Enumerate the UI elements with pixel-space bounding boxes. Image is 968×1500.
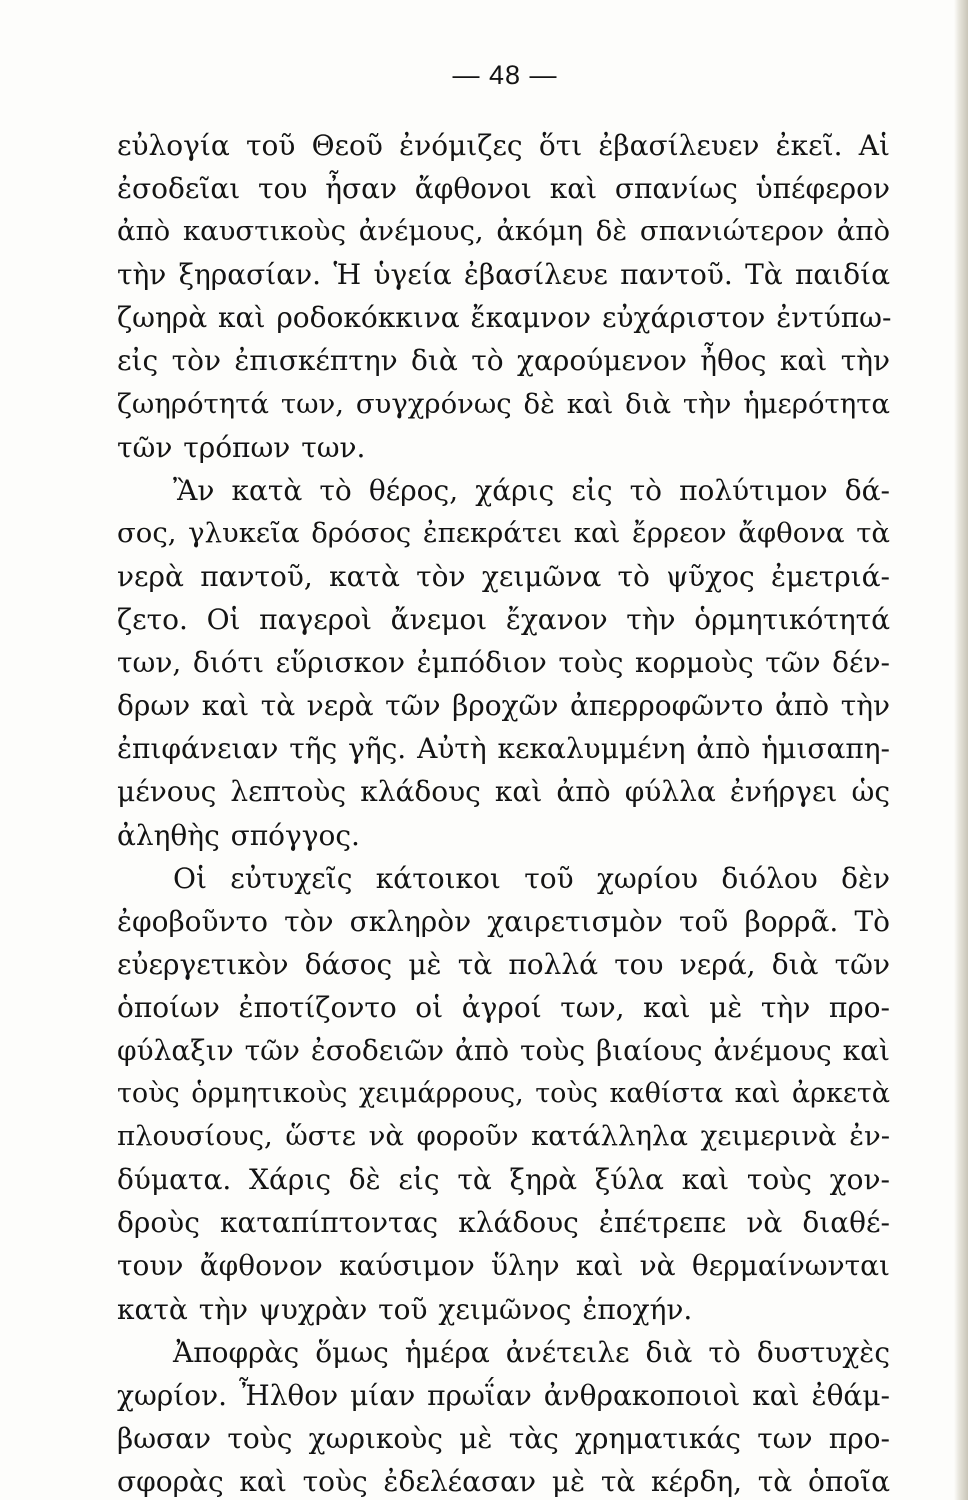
text-line: τουν ἄφθονον καύσιμον ὕλην καὶ νὰ θερμαίνωνται [117,1249,890,1283]
text-line: δροὺς καταπίπτοντας κλάδους ἐπέτρεπε νὰ διαθέ- [117,1206,890,1240]
text-line: σφορὰς καὶ τοὺς ἐδελέασαν μὲ τὰ κέρδη, τὰ ὁποῖα [117,1464,890,1498]
text-line: κατὰ τὴν ψυχρὰν τοῦ χειμῶνος ἐποχήν. [117,1292,693,1326]
body-text [117,124,890,1500]
text-line: δύματα. Χάρις δὲ εἰς τὰ ξηρὰ ξύλα καὶ τοὺς χον- [117,1163,890,1197]
text-line: ἐπιφάνειαν τῆς γῆς. Αὐτὴ κεκαλυμμένη ἀπὸ ἡμισαπη- [117,732,890,766]
text-line: ἐφοβοῦντο τὸν σκληρὸν χαιρετισμὸν τοῦ βορρᾶ. Τὸ [117,904,890,938]
text-line: εἰς τὸν ἐπισκέπτην διὰ τὸ χαρούμενον ἦθος καὶ τὴν [117,344,890,378]
page-number: — 48 — [452,60,558,90]
text-line: τῶν τρόπων των. [117,430,366,464]
page-edge-shadow [954,0,968,1500]
text-line: ἐσοδεῖαι του ἦσαν ἄφθονοι καὶ σπανίως ὑπέφερον [117,172,890,206]
text-line: εὐεργετικὸν δάσος μὲ τὰ πολλά του νερά, διὰ τῶν [117,947,890,981]
text-line: Ἂν κατὰ τὸ θέρος, χάρις εἰς τὸ πολύτιμον δά- [173,473,890,507]
text-line: ἀληθὴς σπόγγος. [117,818,360,852]
text-line: χωρίον. Ἦλθον μίαν πρωΐαν ἀνθρακοποιοὶ καὶ ἐθάμ- [117,1378,890,1412]
text-line: εὐλογία τοῦ Θεοῦ ἐνόμιζες ὅτι ἐβασίλευεν ἐκεῖ. Αἱ [117,129,890,162]
text-line: τὴν ξηρασίαν. Ἡ ὑγεία ἐβασίλευε παντοῦ. Τὰ παιδία [117,258,890,292]
text-line: των, διότι εὕρισκον ἐμπόδιον τοὺς κορμοὺς τῶν δέν- [117,646,890,680]
text-line: ζωηρότητά των, συγχρόνως δὲ καὶ διὰ τὴν ἡμερότητα [117,387,890,420]
text-line: δρων καὶ τὰ νερὰ τῶν βροχῶν ἀπερροφῶντο ἀπὸ τὴν [117,689,890,723]
text-line: Οἱ εὐτυχεῖς κάτοικοι τοῦ χωρίου διόλου δὲν [173,861,890,895]
text-line: φύλαξιν τῶν ἐσοδειῶν ἀπὸ τοὺς βιαίους ἀνέμους καὶ [117,1033,890,1067]
text-line: ὁποίων ἐποτίζοντο οἱ ἀγροί των, καὶ μὲ τὴν προ- [117,990,890,1024]
text-line: μένους λεπτοὺς κλάδους καὶ ἀπὸ φύλλα ἐνήργει ὡς [117,775,890,809]
text-line: ζετο. Οἱ παγεροὶ ἄνεμοι ἔχανον τὴν ὁρμητικότητά [117,603,890,637]
text-line: ἀπὸ καυστικοὺς ἀνέμους, ἀκόμη δὲ σπανιώτερον ἀπὸ [117,215,890,248]
text-line: πλουσίους, ὥστε νὰ φοροῦν κατάλληλα χειμερινὰ ἐν- [117,1120,890,1153]
text-line: νερὰ παντοῦ, κατὰ τὸν χειμῶνα τὸ ψῦχος ἐμετριά- [117,559,890,593]
text-line: Ἀποφρὰς ὅμως ἡμέρα ἀνέτειλε διὰ τὸ δυστυχὲς [173,1335,890,1369]
text-line: ζωηρὰ καὶ ροδοκόκκινα ἔκαμνον εὐχάριστον ἐντύπω- [117,301,892,335]
text-line: σος, γλυκεῖα δρόσος ἐπεκράτει καὶ ἔρρεον ἄφθονα τὰ [117,516,890,549]
text-line: βωσαν τοὺς χωρικοὺς μὲ τὰς χρηματικάς των προ- [117,1421,890,1455]
text-line: τοὺς ὁρμητικοὺς χειμάρρους, τοὺς καθίστα καὶ ἀρκετὰ [117,1078,890,1110]
